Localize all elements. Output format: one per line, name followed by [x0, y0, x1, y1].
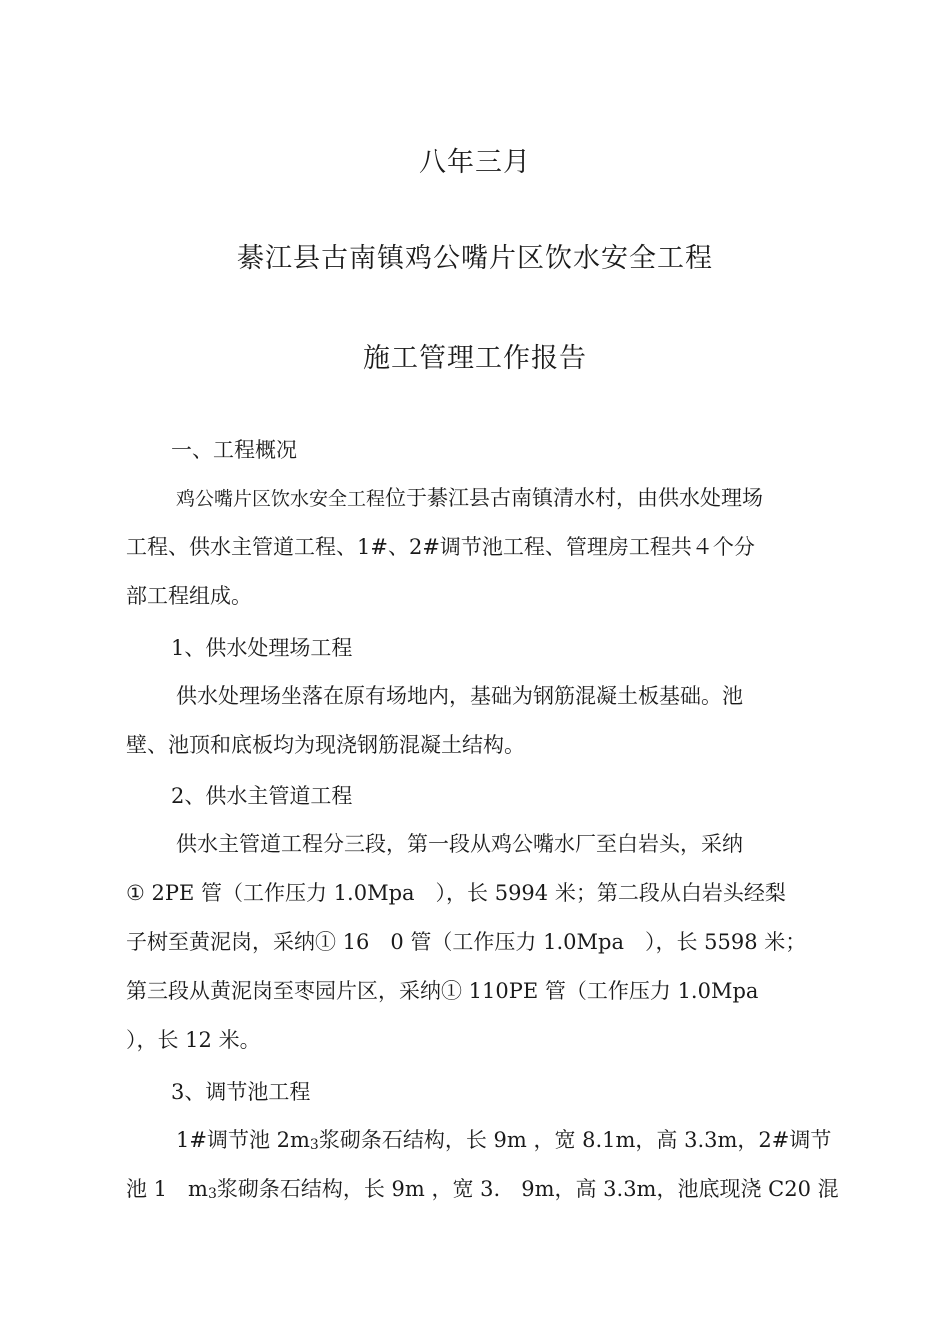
pool-line-1-unit-sub: 3 — [309, 1137, 319, 1153]
section-heading-main-pipeline: 2、供水主管道工程 — [171, 784, 353, 808]
treatment-plant-paragraph — [126, 672, 826, 770]
pool-line-1-part-a: 1#调节池 2m — [176, 1128, 310, 1152]
section-heading-treatment-plant: 1、供水处理场工程 — [171, 636, 353, 660]
pipeline-line-4: 第三段从黄泥岗至枣园片区，采纳① 110PE 管（工作压力 1.0Mpa — [126, 979, 759, 1003]
treatment-line-1: 供水处理场坐落在原有场地内，基础为钢筋混凝土板基础。池 — [176, 684, 743, 708]
pipeline-line-3: 子树至黄泥岗，采纳① 16 0 管（工作压力 1.0Mpa ），长 5598 米； — [126, 930, 807, 954]
overview-line-1-part-b: 位于綦江县古南镇清水村，由供水处理场 — [385, 486, 764, 510]
section-heading-regulating-pool: 3、调节池工程 — [171, 1080, 311, 1104]
overview-line-3: 部工程组成。 — [126, 584, 252, 608]
main-pipeline-paragraph — [126, 820, 826, 1065]
pool-line-1 — [126, 1116, 832, 1165]
overview-line-2: 工程、供水主管道工程、1#、2#调节池工程、管理房工程共４个分 — [126, 535, 755, 559]
overview-paragraph — [126, 474, 826, 621]
pool-line-2-unit-sub: 3 — [207, 1186, 217, 1202]
pool-line-2-part-b: 浆砌条石结构，长 9m ，宽 3. 9m，高 3.3m，池底现浇 C20 混 — [216, 1177, 839, 1201]
section-heading-overview: 一、工程概况 — [171, 438, 297, 462]
document-title: 綦江县古南镇鸡公嘴片区饮水安全工程 — [237, 243, 713, 274]
pipeline-line-2: ① 2PE 管（工作压力 1.0Mpa ），长 5994 米；第二段从白岩头经梨 — [126, 881, 786, 905]
regulating-pool-paragraph — [126, 1116, 839, 1214]
document-subtitle: 施工管理工作报告 — [363, 343, 587, 374]
pool-line-2 — [126, 1165, 839, 1214]
treatment-line-2: 壁、池顶和底板均为现浇钢筋混凝土结构。 — [126, 733, 525, 757]
date-line: 八年三月 — [419, 147, 531, 178]
pipeline-line-1: 供水主管道工程分三段，第一段从鸡公嘴水厂至白岩头，采纳 — [176, 832, 743, 856]
pool-line-2-part-a: 池 1 m — [126, 1177, 208, 1201]
overview-line-1 — [126, 474, 826, 523]
overview-line-1-part-a: 鸡公嘴片区饮水安全工程 — [176, 488, 386, 510]
pool-line-1-part-b: 浆砌条石结构，长 9m ，宽 8.1m，高 3.3m，2#调节 — [318, 1128, 832, 1152]
pipeline-line-5: ），长 12 米。 — [126, 1028, 261, 1052]
